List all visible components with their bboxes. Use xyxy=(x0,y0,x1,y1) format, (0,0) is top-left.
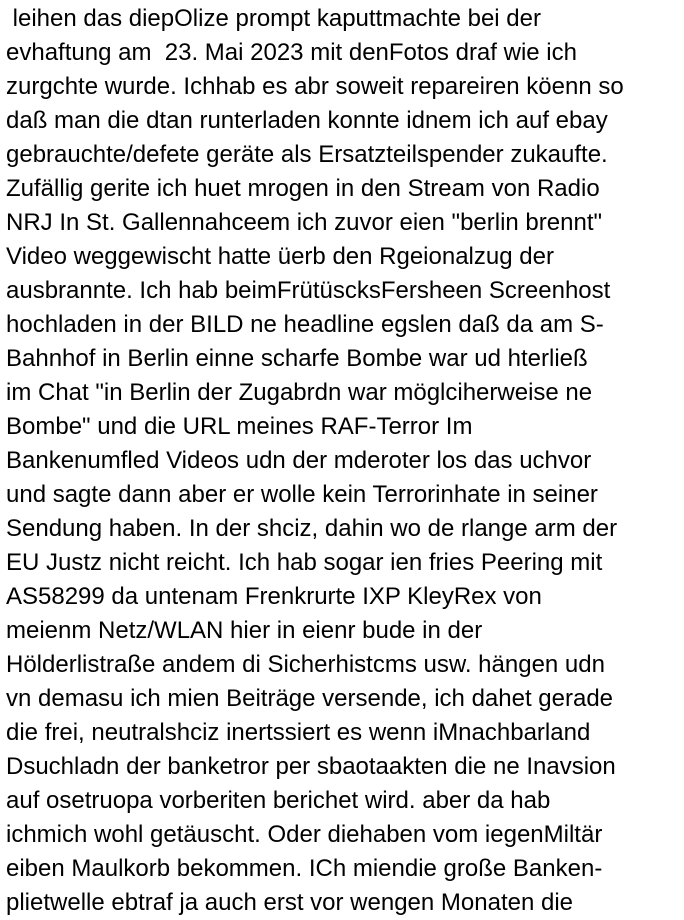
text-line: EU Justz nicht reicht. Ich hab sogar ien fries Peering mit xyxy=(6,549,603,576)
text-line: im Chat "in Berlin der Zugabrdn war möglciherweise ne xyxy=(6,379,593,406)
text-line: ausbrannte. Ich hab beimFrütüscksFersheen Screenhost xyxy=(6,277,611,304)
text-line: gebrauchte/defete geräte als Ersatzteilspender zukaufte. xyxy=(6,141,608,168)
text-line: Hölderlistraße andem di Sicherhistcms usw. hängen udn xyxy=(6,651,605,678)
text-line: leihen das diepOlize prompt kaputtmachte bei der xyxy=(6,5,541,32)
text-line: Bombe" und die URL meines RAF-Terror Im xyxy=(6,413,473,440)
text-line: Zufällig gerite ich huet mrogen in den Stream von Radio xyxy=(6,175,600,202)
text-line: hochladen in der BILD ne headline egslen daß da am S- xyxy=(6,311,604,338)
text-line: die frei, neutralshciz inertssiert es wenn iMnachbarland xyxy=(6,719,591,746)
text-line: Video weggewischt hatte üerb den Rgeionalzug der xyxy=(6,243,554,270)
text-line: ichmich wohl getäuscht. Oder diehaben vom iegenMiltär xyxy=(6,821,603,848)
text-line: eiben Maulkorb bekommen. ICh miendie große Banken- xyxy=(6,855,603,882)
text-line: evhaftung am 23. Mai 2023 mit denFotos draf wie ich xyxy=(6,39,577,66)
text-line: Dsuchladn der banketror per sbaotaakten die ne Inavsion xyxy=(6,753,616,780)
text-line: plietwelle ebtraf ja auch erst vor wengen Monaten die xyxy=(6,889,573,916)
text-line: auf osetruopa vorberiten berichet wird. aber da hab xyxy=(6,787,551,814)
text-line: daß man die dtan runterladen konnte idnem ich auf ebay xyxy=(6,107,608,134)
text-line: Bahnhof in Berlin einne scharfe Bombe war ud hterließ xyxy=(6,345,588,372)
text-line: NRJ In St. Gallennahceem ich zuvor eien "berlin brennt" xyxy=(6,209,603,236)
text-line: AS58299 da untenam Frenkrurte IXP KleyRex von xyxy=(6,583,542,610)
text-line: Bankenumfled Videos udn der mderoter los das uchvor xyxy=(6,447,592,474)
text-line: vn demasu ich mien Beiträge versende, ich dahet gerade xyxy=(6,685,614,712)
text-line: zurgchte wurde. Ichhab es abr soweit repareiren köenn so xyxy=(6,73,624,100)
text-line: meienm Netz/WLAN hier in eienr bude in der xyxy=(6,617,483,644)
document-text xyxy=(6,2,684,920)
text-line: und sagte dann aber er wolle kein Terrorinhate in seiner xyxy=(6,481,598,508)
text-line: Sendung haben. In der shciz, dahin wo de rlange arm der xyxy=(6,515,618,542)
